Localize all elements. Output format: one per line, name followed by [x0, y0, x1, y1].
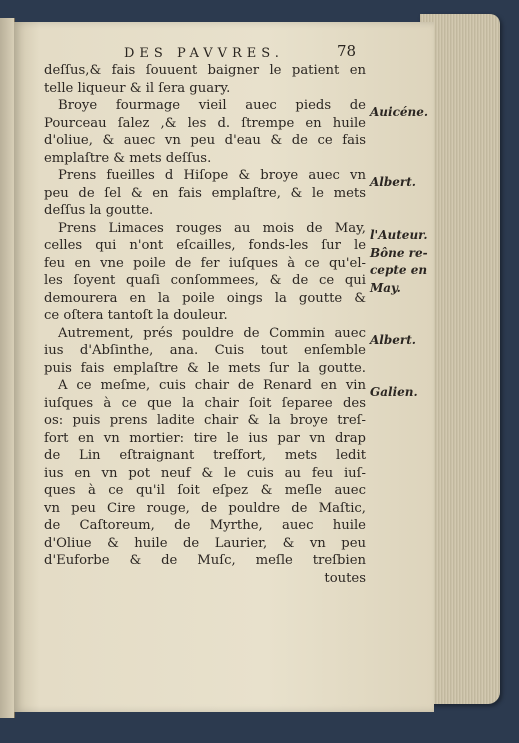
margin-note-avicene: Auicéne. — [370, 105, 429, 119]
text-line: d'Euforbe & de Muſc, meſle treſbien — [44, 553, 366, 568]
text-line: Pourceau ſalez ,& les d. ſtrempe en huile — [44, 115, 366, 131]
margin-note-line: May. — [370, 280, 401, 295]
margin-note-line: cepte en — [370, 263, 428, 277]
margin-note-auteur — [370, 227, 440, 297]
text-line: A ce meſme, cuis chair de Renard en vin — [58, 378, 366, 393]
text-line: de Lin eſtraignant treſfort, mets ledit — [44, 448, 366, 463]
book-page — [14, 22, 434, 712]
text-line: iuſques à ce que la chair ſoit ſeparee des — [44, 395, 366, 411]
text-line: ius d'Abſinthe, ana. Cuis tout enſemble — [44, 343, 366, 358]
margin-note-galien: Galien. — [370, 385, 418, 399]
text-line: Broye fourmage vieil auec pieds de — [58, 98, 366, 113]
body-text — [44, 62, 366, 587]
text-line: vn peu Cire rouge, de pouldre de Maſtic, — [44, 500, 366, 516]
text-line: emplaſtre & mets deſſus. — [44, 150, 212, 166]
text-line: telle liqueur & il ſera guary. — [44, 80, 231, 96]
text-line: d'oliue, & auec vn peu d'eau & de ce fais — [44, 133, 366, 148]
text-line: Prens Limaces rouges au mois de May, — [58, 220, 366, 236]
page-number: 78 — [337, 42, 357, 60]
text-line: Prens fueilles d Hiſope & broye auec vn — [58, 168, 366, 183]
text-line: feu en vne poile de fer iuſques à ce qu'el- — [44, 255, 366, 271]
text-line: ce oſtera tantoſt la douleur. — [44, 308, 228, 323]
text-line: ques à ce qu'il ſoit eſpez & meſle auec — [44, 483, 366, 498]
running-title: DES PAVVRES. — [124, 46, 284, 61]
text-line: demourera en la poile oings la goutte & — [44, 290, 366, 306]
text-line: deſſus la goutte. — [44, 203, 154, 218]
margin-note-albert: Albert. — [370, 175, 416, 189]
text-line: fort en vn mortier: tire le ius par vn drap — [44, 430, 366, 446]
text-line: de Caſtoreum, de Myrthe, auec huile — [44, 518, 366, 533]
margin-note-albert: Albert. — [370, 333, 416, 347]
text-line: d'Oliue & huile de Laurier, & vn peu — [44, 535, 366, 551]
text-line: les ſoyent quaſi conſommees, & de ce qui — [44, 273, 366, 288]
text-line: peu de ſel & en fais emplaſtre, & le mets — [44, 185, 366, 201]
text-line: celles qui n'ont eſcailles, fonds-les ſur le — [44, 238, 366, 253]
left-page-edge — [0, 18, 15, 718]
margin-note-line: l'Auteur. — [370, 228, 428, 242]
catchword: toutes — [324, 570, 366, 586]
text-line: ius en vn pot neuf & le cuis au feu iuſ- — [44, 465, 366, 481]
margin-note-line: Bône re- — [370, 245, 428, 260]
text-line: deſſus,& fais ſouuent baigner le patient en — [44, 63, 366, 78]
text-line: Autrement, prés pouldre de Commin auec — [58, 325, 366, 341]
text-line: os: puis prens ladite chair & la broye treſ- — [44, 413, 366, 428]
text-line: puis fais emplaſtre & le mets ſur la goutte. — [44, 360, 366, 376]
